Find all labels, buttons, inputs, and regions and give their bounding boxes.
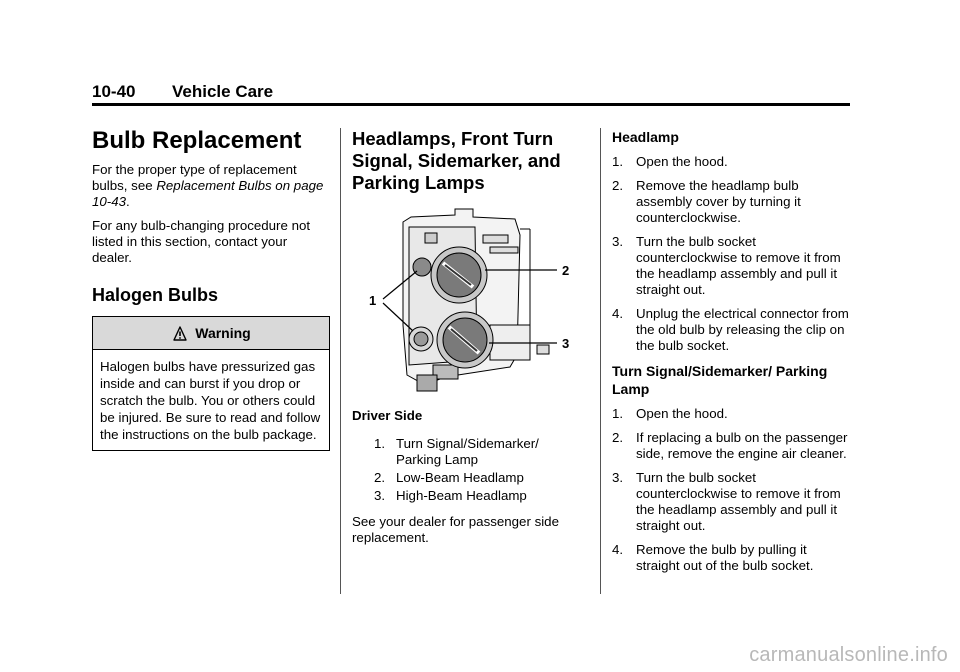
legend-item: 2. Low-Beam Headlamp: [374, 470, 524, 485]
low-beam-socket: [431, 247, 487, 303]
legend-item: 1. Turn Signal/Sidemarker/ Parking Lamp: [374, 436, 539, 467]
bulb-replacement-heading: Bulb Replacement: [92, 127, 302, 154]
callout-2: 2: [562, 263, 570, 278]
turn-signal-step: 3. Turn the bulb socket counterclockwise to remove it from the headlamp assembly and pull it straight out.: [612, 470, 841, 533]
column-divider: [340, 128, 341, 594]
passenger-side-note: See your dealer for passenger side replacement.: [352, 514, 559, 545]
high-beam-socket: [437, 312, 493, 368]
figure-caption: Driver Side: [352, 408, 423, 423]
warning-box: [92, 316, 330, 451]
warning-header: [93, 317, 329, 350]
header-rule: [92, 103, 850, 106]
figure-caption-block: [352, 408, 588, 554]
contact-dealer-paragraph: For any bulb-changing procedure not listed in this section, contact your dealer.: [92, 218, 311, 265]
headlamps-heading: Headlamps, Front Turn Signal, Sidemarker, and Parking Lamps: [352, 128, 561, 193]
warning-text: Halogen bulbs have pressurized gas inside and can burst if you drop or scratch the bulb. You or others could be injured. Be sure to read and follow the instructions on the bulb package.: [100, 359, 321, 442]
headlamp-step: 3. Turn the bulb socket counterclockwise to remove it from the headlamp assembly and pull it straight out.: [612, 234, 841, 297]
column-divider: [600, 128, 601, 594]
headlamp-heading: Headlamp: [612, 129, 679, 145]
figure-legend: [374, 436, 588, 504]
section-title: Vehicle Care: [172, 82, 274, 101]
warning-label: Warning: [195, 325, 251, 341]
headlamp-step: 4. Unplug the electrical connector from the old bulb by releasing the clip on the bulb socket.: [612, 306, 849, 353]
headlamp-steps: [612, 154, 850, 354]
column-3: [612, 128, 850, 582]
replacement-bulbs-link[interactable]: Replacement Bulbs on page 10-43: [92, 178, 324, 209]
headlamp-step: 1. Open the hood.: [612, 154, 728, 169]
bulb-type-paragraph: For the proper type of replacement bulbs, see Replacement Bulbs on page 10-43.: [92, 162, 324, 209]
warning-icon: [171, 325, 189, 342]
headlamp-step: 2. Remove the headlamp bulb assembly cover by turning it counterclockwise.: [612, 178, 801, 225]
halogen-bulbs-heading: Halogen Bulbs: [92, 285, 219, 305]
page-number: 10-40: [92, 82, 136, 101]
headlamp-diagram: [365, 205, 580, 405]
watermark: carmanualsonline.info: [749, 644, 948, 666]
turn-signal-steps: [612, 406, 850, 574]
turn-signal-step: 1. Open the hood.: [612, 406, 728, 421]
callout-1: 1: [369, 293, 377, 308]
turn-signal-heading: Turn Signal/Sidemarker/ Parking Lamp: [612, 363, 828, 397]
column-2: [352, 128, 588, 194]
legend-item: 3. High-Beam Headlamp: [374, 488, 527, 503]
turn-signal-socket-upper: [413, 258, 431, 276]
turn-signal-step: 4. Remove the bulb by pulling it straight out of the bulb socket.: [612, 542, 814, 573]
column-1: [92, 128, 330, 451]
callout-3: 3: [562, 336, 570, 351]
turn-signal-step: 2. If replacing a bulb on the passenger side, remove the engine air cleaner.: [612, 430, 848, 461]
